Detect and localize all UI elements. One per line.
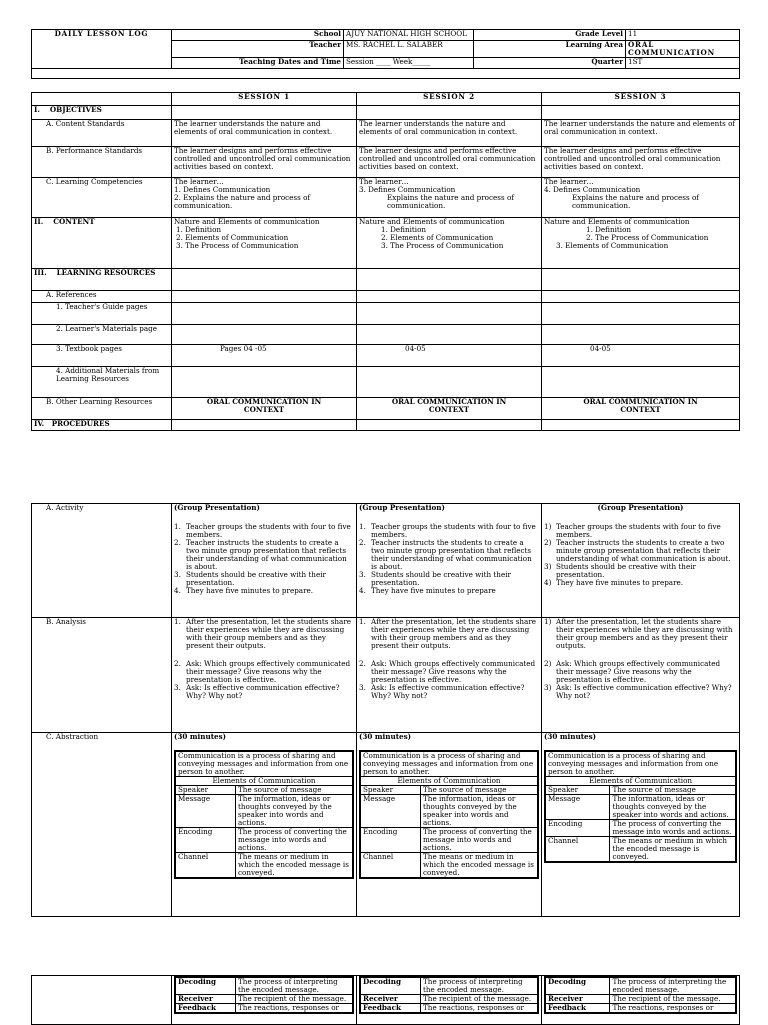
list-number: 4.: [359, 586, 366, 595]
element-def: The recipient of the message.: [236, 995, 353, 1004]
element-term: Feedback: [175, 1004, 236, 1014]
empty-cell: [542, 269, 740, 291]
session-1-header: SESSION 1: [172, 93, 357, 106]
content-line: 2. Elements of Communication: [176, 233, 289, 242]
elements-table: [544, 750, 737, 863]
tg-pages-label: 1. Teacher's Guide pages: [32, 303, 172, 325]
performance-standards-s1: The learner designs and performs effective controlled and uncontrolled oral communication activities based on context.: [172, 147, 357, 178]
list-number: 3.: [359, 570, 366, 579]
element-term: Channel: [545, 837, 610, 863]
list-item: [544, 523, 737, 539]
element-term: Feedback: [545, 1004, 610, 1014]
area-value: ORAL COMMUNICATION: [626, 41, 740, 58]
abstraction-time: (30 minutes): [544, 732, 597, 741]
empty-cell: [542, 303, 740, 325]
school-value: AJUY NATIONAL HIGH SCHOOL: [344, 30, 474, 41]
activity-s2: [357, 504, 542, 618]
element-def: The information, ideas or thoughts conveyed by the speaker into words and actions.: [610, 795, 736, 820]
continued-table: [31, 975, 740, 1025]
list-text: They have five minutes to prepare: [371, 586, 496, 595]
elements-table-continued: [174, 976, 354, 1014]
element-term: Decoding: [175, 977, 236, 995]
competency-line: Explains the nature and process of communication.: [572, 193, 699, 210]
header-table: [31, 29, 740, 79]
list-number: 3): [544, 683, 552, 692]
element-def: The recipient of the message.: [610, 995, 736, 1004]
references-label: A. References: [32, 291, 172, 303]
section-number: III.: [34, 268, 47, 277]
list-number: 2.: [174, 659, 181, 668]
list-item: [359, 587, 539, 595]
list-number: 3.: [359, 683, 366, 692]
content-line: 2. Elements of Communication: [381, 233, 494, 242]
content-line: Nature and Elements of communication: [359, 217, 505, 226]
section-number: II.: [34, 217, 44, 226]
grade-value: 11: [626, 30, 740, 41]
empty-cell: [357, 420, 542, 431]
list-number: 1.: [359, 617, 366, 626]
activity-heading: (Group Presentation): [359, 503, 445, 512]
content-standards-s2: The learner understands the nature and elements of oral communication in context.: [357, 120, 542, 147]
session-corner: [32, 93, 172, 106]
element-term: Message: [545, 795, 610, 820]
content-row-label: [32, 218, 172, 269]
resources-row-label: [32, 269, 172, 291]
content-line: 1. Definition: [381, 225, 427, 234]
list-number: 4.: [174, 586, 181, 595]
content-line: Nature and Elements of communication: [174, 217, 320, 226]
performance-standards-s3: The learner designs and performs effective controlled and uncontrolled oral communication activities based on context.: [542, 147, 740, 178]
activity-s1: [172, 504, 357, 618]
empty-cell: [172, 106, 357, 120]
activity-heading: (Group Presentation): [597, 503, 684, 512]
school-label: School: [172, 30, 344, 41]
textbook-s1: Pages 04 -05: [172, 345, 357, 367]
list-number: 2.: [359, 538, 366, 547]
procedures-row-label: [32, 420, 172, 431]
element-def: The reactions, responses or: [421, 1004, 538, 1014]
analysis-list: [359, 618, 539, 700]
competency-line: The learner…: [544, 177, 594, 186]
elements-table-continued: [544, 976, 737, 1014]
competencies-s1: [172, 178, 357, 218]
content-standards-s1: The learner understands the nature and elements of oral communication in context.: [172, 120, 357, 147]
communication-definition: Communication is a process of sharing and conveying messages and information from one person to another.: [360, 751, 538, 777]
list-number: 3.: [174, 570, 181, 579]
empty-cell: [542, 420, 740, 431]
list-text: Teacher instructs the students to create a two minute group presentation that reflects their understanding of what communication is about.: [186, 538, 347, 571]
section-title: LEARNING RESOURCES: [56, 268, 156, 277]
list-item: [174, 684, 354, 700]
element-def: The source of message: [421, 786, 538, 795]
list-item: [544, 563, 737, 579]
section-title: PROCEDURES: [51, 419, 110, 428]
performance-standards-label: B. Performance Standards: [32, 147, 172, 178]
list-text: They have five minutes to prepare.: [186, 586, 314, 595]
empty-cell: [172, 420, 357, 431]
list-item: [174, 539, 354, 571]
list-item: [359, 660, 539, 684]
competency-line: Explains the nature and process of communication.: [387, 193, 514, 210]
element-term: Speaker: [360, 786, 421, 795]
other-resources-s1: ORAL COMMUNICATION IN CONTEXT: [172, 398, 357, 420]
analysis-list: [544, 618, 737, 700]
element-term: Channel: [175, 853, 236, 879]
list-text: Teacher groups the students with four to five members.: [371, 522, 536, 539]
element-term: Receiver: [175, 995, 236, 1004]
content-s2: [357, 218, 542, 269]
other-resources-s2: ORAL COMMUNICATION IN CONTEXT: [357, 398, 542, 420]
empty-cell: [542, 106, 740, 120]
textbook-s2: 04-05: [357, 345, 542, 367]
continued-s3: [542, 976, 740, 1025]
activity-heading: (Group Presentation): [174, 503, 260, 512]
list-item: [544, 579, 737, 587]
list-text: Teacher instructs the students to create a two minute group presentation that reflects their understanding of what communication is about.: [371, 538, 532, 571]
element-def: The source of message: [236, 786, 353, 795]
list-text: Teacher instructs the students to create a two minute group presentation that reflects their understanding of what communication is about.: [556, 538, 731, 563]
activity-label: A. Activity: [32, 504, 172, 618]
list-number: 2): [544, 538, 552, 547]
content-line: 3. The Process of Communication: [381, 241, 504, 250]
empty-cell: [357, 303, 542, 325]
empty-cell: [357, 325, 542, 345]
content-line: 3. The Process of Communication: [176, 241, 299, 250]
element-term: Message: [360, 795, 421, 828]
list-number: 1.: [174, 617, 181, 626]
elements-title: Elements of Communication: [360, 777, 538, 786]
list-number: 3.: [174, 683, 181, 692]
section-title: CONTENT: [53, 217, 95, 226]
element-def: The reactions, responses or: [236, 1004, 353, 1014]
list-item: [544, 618, 737, 650]
element-term: Receiver: [545, 995, 610, 1004]
abstraction-s2: [357, 733, 542, 917]
element-def: The process of converting the message into words and actions.: [610, 820, 736, 837]
quarter-label: Quarter: [474, 58, 626, 69]
empty-cell: [357, 106, 542, 120]
list-item: [359, 618, 539, 650]
list-number: 1.: [174, 522, 181, 531]
element-term: Feedback: [360, 1004, 421, 1014]
element-def: The recipient of the message.: [421, 995, 538, 1004]
list-text: Ask: Is effective communication effective? Why? Why not?: [371, 683, 525, 700]
activity-list: [359, 523, 539, 595]
other-resources-label: B. Other Learning Resources: [32, 398, 172, 420]
other-resources-s3: ORAL COMMUNICATION IN CONTEXT: [542, 398, 740, 420]
list-text: After the presentation, let the students share their experiences while they are discussing with their group members and as they present their outputs.: [186, 617, 352, 650]
element-def: The reactions, responses or: [610, 1004, 736, 1014]
list-number: 1): [544, 522, 552, 531]
content-line: 1. Definition: [586, 225, 632, 234]
element-term: Receiver: [360, 995, 421, 1004]
dates-label: Teaching Dates and Time: [172, 58, 344, 69]
content-line: Nature and Elements of communication: [544, 217, 690, 226]
teacher-label: Teacher: [172, 41, 344, 58]
element-def: The process of interpreting the encoded message.: [610, 977, 736, 995]
area-label: Learning Area: [474, 41, 626, 58]
list-number: 2): [544, 659, 552, 668]
competency-line: The learner…: [359, 177, 409, 186]
list-item: [174, 618, 354, 650]
lm-pages-label: 2. Learner's Materials page: [32, 325, 172, 345]
list-text: Ask: Which groups effectively communicated their message? Give reasons why the presentation is effective.: [371, 659, 536, 684]
competencies-s3: [542, 178, 740, 218]
competencies-label: C. Learning Competencies: [32, 178, 172, 218]
textbook-label: 3. Textbook pages: [32, 345, 172, 367]
analysis-label: B. Analysis: [32, 618, 172, 733]
list-item: [544, 660, 737, 684]
continued-s1: [172, 976, 357, 1025]
competency-line: 3. Defines Communication: [359, 185, 456, 194]
additional-label: 4. Additional Materials from Learning Resources: [32, 367, 172, 398]
activity-list: [544, 523, 737, 587]
activity-s3: [542, 504, 740, 618]
list-item: [359, 684, 539, 700]
element-term: Encoding: [545, 820, 610, 837]
analysis-s1: [172, 618, 357, 733]
analysis-s3: [542, 618, 740, 733]
content-standards-label: A. Content Standards: [32, 120, 172, 147]
list-item: [174, 523, 354, 539]
empty-cell: [32, 976, 172, 1025]
section-title: OBJECTIVES: [49, 105, 102, 114]
session-2-header: SESSION 2: [357, 93, 542, 106]
list-item: [359, 523, 539, 539]
abstraction-s3: [542, 733, 740, 917]
list-item: [174, 587, 354, 595]
element-term: Decoding: [360, 977, 421, 995]
empty-cell: [172, 325, 357, 345]
element-def: The means or medium in which the encoded message is conveyed.: [236, 853, 353, 879]
list-text: They have five minutes to prepare.: [556, 578, 684, 587]
empty-cell: [542, 291, 740, 303]
element-def: The process of interpreting the encoded message.: [421, 977, 538, 995]
element-term: Message: [175, 795, 236, 828]
abstraction-s1: [172, 733, 357, 917]
list-number: 4): [544, 578, 552, 587]
empty-cell: [542, 367, 740, 398]
session-3-header: SESSION 3: [542, 93, 740, 106]
element-term: Speaker: [175, 786, 236, 795]
element-def: The process of converting the message into words and actions.: [236, 828, 353, 853]
list-text: Students should be creative with their presentation.: [186, 570, 326, 587]
list-number: 3): [544, 562, 552, 571]
list-text: Ask: Is effective communication effective? Why? Why not?: [186, 683, 340, 700]
objectives-row-label: [32, 106, 172, 120]
competencies-s2: [357, 178, 542, 218]
competency-line: 4. Defines Communication: [544, 185, 641, 194]
communication-definition: Communication is a process of sharing and conveying messages and information from one person to another.: [545, 751, 736, 777]
abstraction-label: C. Abstraction: [32, 733, 172, 917]
list-text: Teacher groups the students with four to five members.: [556, 522, 721, 539]
list-text: After the presentation, let the students share their experiences while they are discussing with their group members and as they present their outputs.: [371, 617, 537, 650]
list-number: 1.: [359, 522, 366, 531]
element-def: The means or medium in which the encoded message is conveyed.: [421, 853, 538, 879]
grade-label: Grade Level: [474, 30, 626, 41]
content-standards-s3: The learner understands the nature and elements of oral communication in context.: [542, 120, 740, 147]
list-text: Ask: Which groups effectively communicated their message? Give reasons why the presentation is effective.: [556, 659, 721, 684]
content-s1: [172, 218, 357, 269]
list-number: 1): [544, 617, 552, 626]
empty-cell: [172, 269, 357, 291]
element-def: The information, ideas or thoughts conveyed by the speaker into words and actions.: [421, 795, 538, 828]
elements-table-continued: [359, 976, 539, 1014]
plan-table: [31, 92, 740, 431]
elements-title: Elements of Communication: [175, 777, 353, 786]
list-number: 2.: [174, 538, 181, 547]
list-item: [544, 539, 737, 563]
content-line: 3. Elements of Communication: [556, 241, 669, 250]
element-term: Decoding: [545, 977, 610, 995]
element-def: The means or medium in which the encoded message is conveyed.: [610, 837, 736, 863]
analysis-list: [174, 618, 354, 700]
empty-cell: [357, 291, 542, 303]
competency-line: The learner…: [174, 177, 224, 186]
element-term: Speaker: [545, 786, 610, 795]
empty-cell: [357, 367, 542, 398]
content-line: 2. The Process of Communication: [586, 233, 709, 242]
list-text: After the presentation, let the students share their experiences while they are discussing with their group members and as they present their outputs.: [556, 617, 733, 650]
procedures-table: [31, 503, 740, 917]
list-text: Students should be creative with their presentation.: [371, 570, 511, 587]
elements-table: [174, 750, 354, 879]
list-text: Ask: Is effective communication effective? Why? Why not?: [556, 683, 732, 700]
element-term: Encoding: [360, 828, 421, 853]
header-spacer-row: [32, 69, 740, 79]
textbook-s3: 04-05: [542, 345, 740, 367]
elements-table: [359, 750, 539, 879]
content-line: 1. Definition: [176, 225, 222, 234]
continued-s2: [357, 976, 542, 1025]
list-number: 2.: [359, 659, 366, 668]
abstraction-time: (30 minutes): [174, 732, 227, 741]
element-def: The process of converting the message into words and actions.: [421, 828, 538, 853]
elements-title: Elements of Communication: [545, 777, 736, 786]
element-def: The source of message: [610, 786, 736, 795]
element-term: Encoding: [175, 828, 236, 853]
activity-list: [174, 523, 354, 595]
element-term: Channel: [360, 853, 421, 879]
abstraction-time: (30 minutes): [359, 732, 412, 741]
competency-line: 1. Defines Communication: [174, 185, 271, 194]
list-text: Ask: Which groups effectively communicated their message? Give reasons why the presentation is effective.: [186, 659, 351, 684]
element-def: The process of interpreting the encoded message.: [236, 977, 353, 995]
dates-value: Session ____ Week_____: [344, 58, 474, 69]
list-text: Teacher groups the students with four to five members.: [186, 522, 351, 539]
list-item: [359, 571, 539, 587]
competency-line: 2. Explains the nature and process of communication.: [174, 193, 311, 210]
section-number: I.: [34, 105, 40, 114]
list-item: [174, 660, 354, 684]
section-number: IV.: [34, 419, 45, 428]
empty-cell: [172, 291, 357, 303]
performance-standards-s2: The learner designs and performs effective controlled and uncontrolled oral communication activities based on context.: [357, 147, 542, 178]
list-item: [174, 571, 354, 587]
analysis-s2: [357, 618, 542, 733]
communication-definition: Communication is a process of sharing and conveying messages and information from one person to another.: [175, 751, 353, 777]
list-text: Students should be creative with their presentation.: [556, 562, 696, 579]
list-item: [359, 539, 539, 571]
empty-cell: [542, 325, 740, 345]
list-item: [544, 684, 737, 700]
element-def: The information, ideas or thoughts conveyed by the speaker into words and actions.: [236, 795, 353, 828]
empty-cell: [172, 367, 357, 398]
empty-cell: [357, 269, 542, 291]
quarter-value: 1ST: [626, 58, 740, 69]
teacher-value: MS. RACHEL L. SALABER: [344, 41, 474, 58]
content-s3: [542, 218, 740, 269]
empty-cell: [172, 303, 357, 325]
log-title: DAILY LESSON LOG: [32, 30, 172, 69]
